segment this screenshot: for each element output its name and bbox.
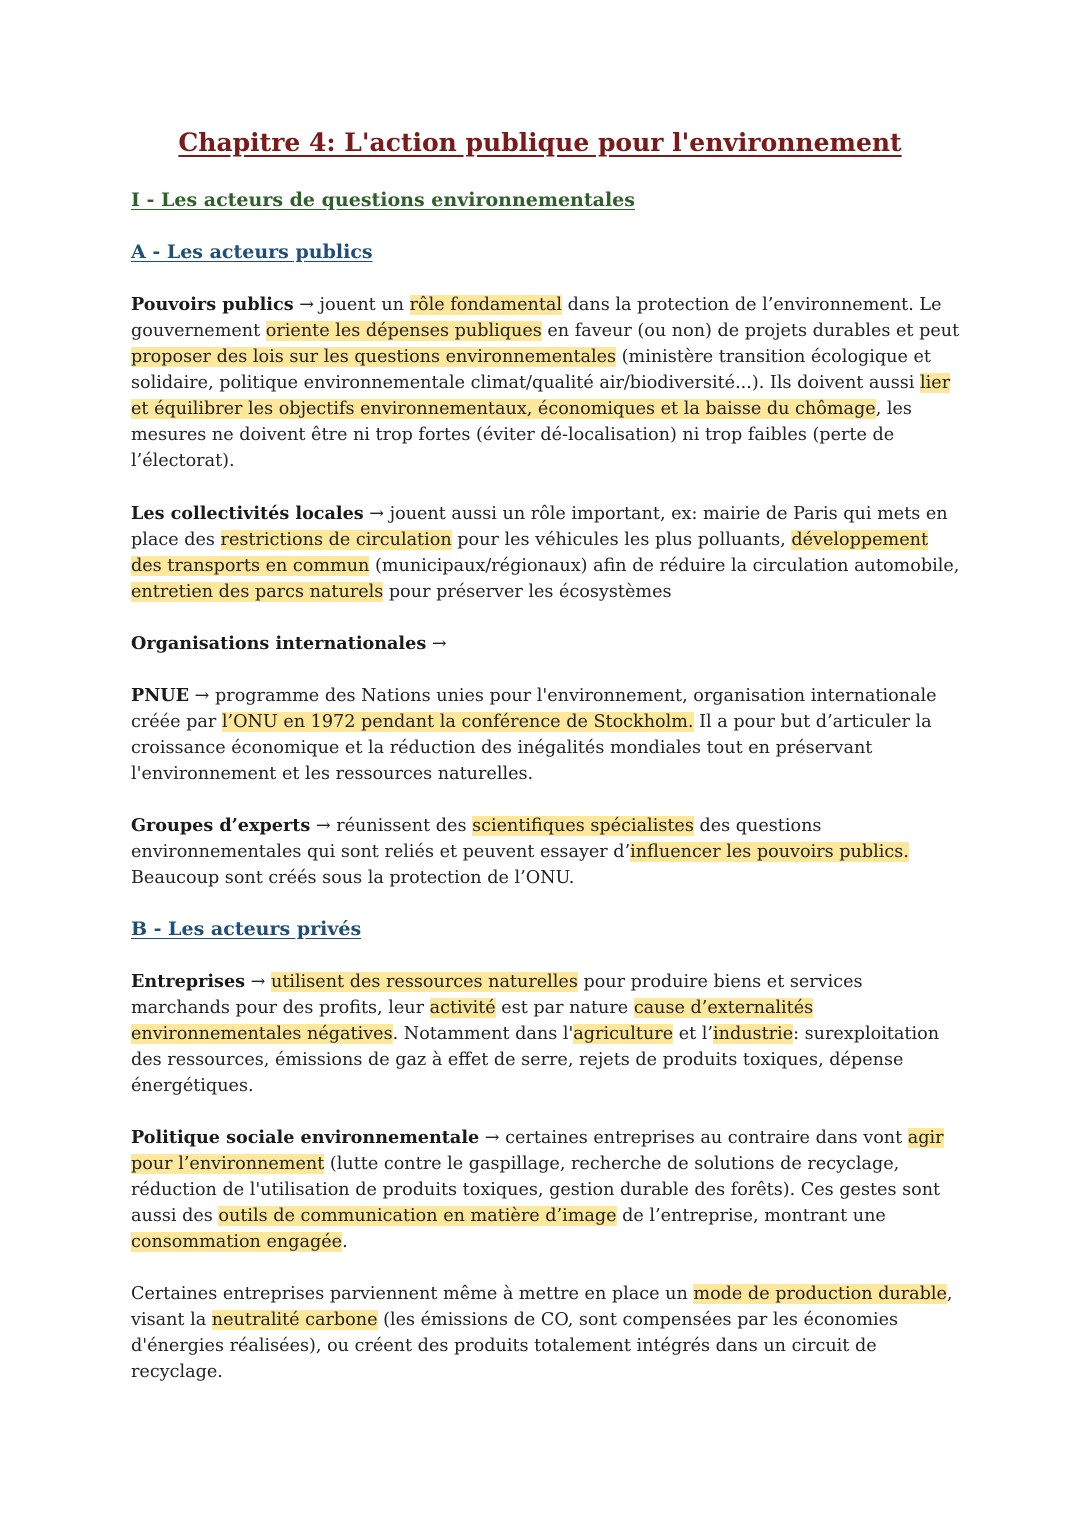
- arrow: →: [189, 686, 216, 706]
- text: programme des Nations unies pour l'environnement, organisation internationale créée par: [131, 686, 937, 732]
- text: certaines entreprises au contraire dans vont: [505, 1128, 908, 1148]
- highlight: industrie: [713, 1024, 794, 1044]
- highlight: consommation engagée: [131, 1232, 343, 1252]
- paragraph-certaines-entreprises: [131, 1281, 961, 1385]
- paragraph-experts: [131, 813, 961, 891]
- text: (ministère transition écologique et solidaire, politique environnementale climat/qualité air/biodiversité...). Ils doivent aussi: [131, 347, 931, 393]
- text: jouent aussi un rôle important, ex: mairie de Paris qui mets en place des: [131, 504, 948, 550]
- page-title: Chapitre 4: L'action publique pour l'environnement: [178, 128, 902, 157]
- text: pour les véhicules les plus polluants,: [451, 530, 792, 550]
- text: Beaucoup sont créés sous la protection de l’ONU.: [131, 868, 575, 888]
- subsection-heading-private: B - Les acteurs privés: [131, 918, 362, 940]
- term-pouvoirs-publics: Pouvoirs publics: [131, 294, 294, 315]
- arrow: →: [426, 634, 447, 654]
- highlight: cause d’externalités environnementales négatives: [131, 998, 814, 1044]
- text: pour produire biens et services marchands pour des profits, leur: [131, 972, 863, 1018]
- arrow: →: [245, 972, 271, 992]
- paragraph-collectivites: [131, 501, 961, 605]
- term-entreprises: Entreprises: [131, 971, 246, 992]
- term-collectivites: Les collectivités locales: [131, 503, 364, 524]
- arrow: →: [479, 1128, 506, 1148]
- arrow: →: [293, 295, 320, 315]
- text: réunissent des: [336, 816, 473, 836]
- paragraph-entreprises: [131, 969, 961, 1099]
- section-heading: I - Les acteurs de questions environnementales: [131, 189, 635, 211]
- term-organisations: Organisations internationales: [131, 633, 427, 654]
- highlight: utilisent des ressources naturelles: [271, 972, 578, 992]
- text: : surexploitation des ressources, émissions de gaz à effet de serre, rejets de produits toxiques, dépense énergétiques.: [131, 1024, 940, 1096]
- highlight: lier et équilibrer les objectifs environnementaux, économiques et la baisse du chômage: [131, 373, 951, 419]
- paragraph-pouvoirs-publics: [131, 292, 961, 474]
- highlight: activité: [429, 998, 496, 1018]
- highlight: influencer les pouvoirs publics.: [630, 842, 909, 862]
- text: , visant la: [131, 1284, 953, 1330]
- highlight: mode de production durable: [693, 1284, 947, 1304]
- highlight: agir pour l’environnement: [131, 1128, 944, 1174]
- text: Certaines entreprises parviennent même à mettre en place un: [131, 1284, 694, 1304]
- subsection-heading-public: A - Les acteurs publics: [131, 241, 373, 263]
- term-experts: Groupes d’experts: [131, 815, 311, 836]
- text: , les mesures ne doivent être ni trop fortes (éviter dé-localisation) ni trop faibles (perte de l’électorat).: [131, 399, 912, 471]
- text: jouent un: [319, 295, 410, 315]
- text: (les émissions de CO, sont compensées par les économies d'énergies réalisées), ou créent des produits totalement intégrés dans un circuit de recyclage.: [131, 1310, 899, 1382]
- term-politique-sociale: Politique sociale environnementale: [131, 1127, 480, 1148]
- text: (lutte contre le gaspillage, recherche de solutions de recyclage, réduction de l'utilisation de produits toxiques, gestion durable des forêts). Ces gestes sont aussi des: [131, 1154, 941, 1226]
- highlight: outils de communication en matière d’image: [218, 1206, 617, 1226]
- text: de l’entreprise, montrant une: [616, 1206, 886, 1226]
- text: pour préserver les écosystèmes: [383, 582, 672, 602]
- highlight: scientifiques spécialistes: [472, 816, 694, 836]
- text: dans la protection de l’environnement. Le gouvernement: [131, 295, 942, 341]
- highlight: oriente les dépenses publiques: [265, 321, 542, 341]
- highlight: neutralité carbone: [211, 1310, 378, 1330]
- text: et l’: [673, 1024, 713, 1044]
- highlight: proposer des lois sur les questions environnementales: [131, 347, 617, 367]
- text: (municipaux/régionaux) afin de réduire la circulation automobile,: [369, 556, 960, 576]
- text: est par nature: [495, 998, 634, 1018]
- highlight: l’ONU en 1972 pendant la conférence de Stockholm.: [221, 712, 694, 732]
- arrow: →: [310, 816, 337, 836]
- text: en faveur (ou non) de projets durables et peut: [541, 321, 960, 341]
- highlight: rôle fondamental: [409, 295, 563, 315]
- paragraph-politique-sociale: [131, 1125, 961, 1255]
- term-pnue: PNUE: [131, 685, 190, 706]
- text: Il a pour but d’articuler la croissance économique et la réduction des inégalités mondiales tout en préservant l'environnement et les ressources naturelles.: [131, 712, 932, 784]
- highlight: agriculture: [573, 1024, 674, 1044]
- text: des questions environnementales qui sont reliés et peuvent essayer d’: [131, 816, 822, 862]
- highlight: développement des transports en commun: [131, 530, 929, 576]
- text: .: [342, 1232, 348, 1252]
- highlight: entretien des parcs naturels: [131, 582, 384, 602]
- paragraph-organisations: [131, 631, 961, 657]
- highlight: restrictions de circulation: [220, 530, 452, 550]
- text: . Notamment dans l': [392, 1024, 574, 1044]
- paragraph-pnue: [131, 683, 961, 787]
- arrow: →: [363, 504, 390, 524]
